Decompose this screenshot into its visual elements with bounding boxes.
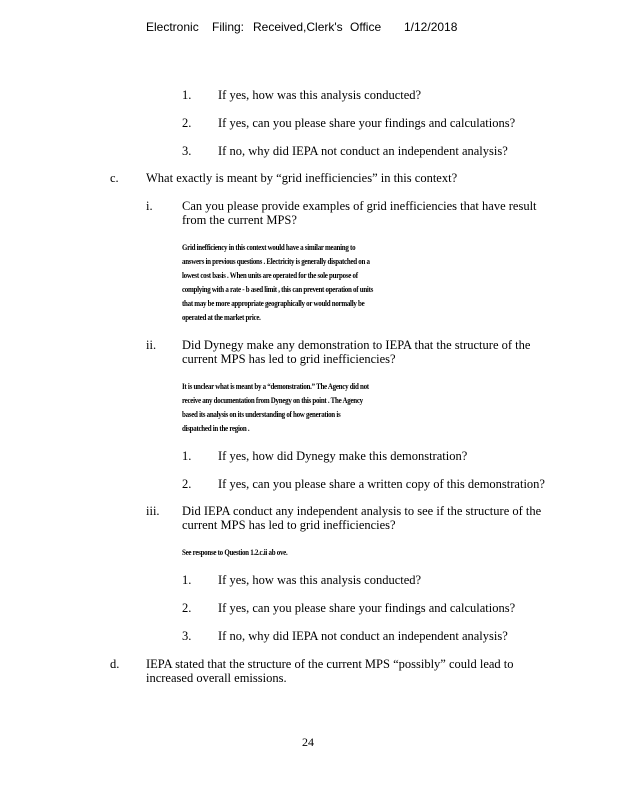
answer-cii-line: based its analysis on its understanding of how generation is	[182, 409, 341, 419]
item-ciii-sub2-text: If yes, can you please share your findings and calculations?	[218, 601, 516, 615]
item-b3-number: 3.	[182, 144, 192, 158]
answer-ci-line: Grid inefficiency in this context would have a similar meaning to	[182, 242, 356, 252]
item-ciii-sub2-number: 2.	[182, 601, 192, 615]
item-b1-text: If yes, how was this analysis conducted?	[218, 88, 422, 102]
header-office: Office	[350, 20, 382, 34]
item-ciii-number: iii.	[146, 504, 160, 518]
item-d-line2: increased overall emissions.	[146, 671, 287, 685]
item-cii-line1: Did Dynegy make any demonstration to IEPA that the structure of the	[182, 338, 531, 352]
item-b2-number: 2.	[182, 116, 192, 130]
answer-ci-line: lowest cost basis . When units are operated for the sole purpose of	[182, 270, 358, 280]
item-c-number: c.	[110, 171, 119, 185]
answer-ci-line: complying with a rate - b ased limit , this can prevent operation of units	[182, 284, 374, 294]
header-date: 1/12/2018	[404, 20, 458, 34]
header-electronic: Electronic	[146, 20, 199, 34]
item-d-line1: IEPA stated that the structure of the current MPS “possibly” could lead to	[146, 657, 514, 671]
item-ci-line2: from the current MPS?	[182, 213, 297, 227]
item-ciii-sub3-text: If no, why did IEPA not conduct an independent analysis?	[218, 629, 508, 643]
answer-cii-line: dispatched in the region .	[182, 423, 250, 433]
header-filing: Filing:	[212, 20, 245, 34]
item-ciii-sub1-number: 1.	[182, 573, 192, 587]
item-d-number: d.	[110, 657, 120, 671]
item-ciii-sub1-text: If yes, how was this analysis conducted?	[218, 573, 422, 587]
item-c-text: What exactly is meant by “grid inefficiencies” in this context?	[146, 171, 458, 185]
item-ci-line1: Can you please provide examples of grid inefficiencies that have result	[182, 199, 537, 213]
page-number: 24	[302, 735, 314, 749]
item-b2-text: If yes, can you please share your findings and calculations?	[218, 116, 516, 130]
item-ciii-line2: current MPS has led to grid inefficiencies?	[182, 518, 396, 532]
item-cii-sub2-text: If yes, can you please share a written copy of this demonstration?	[218, 477, 545, 491]
answer-ciii: See response to Question 1.2.c.ii ab ove.	[182, 547, 288, 557]
answer-ci-line: that may be more appropriate geographically or would normally be	[182, 298, 365, 308]
item-cii-sub2-number: 2.	[182, 477, 192, 491]
answer-ci-line: answers in previous questions . Electricity is generally dispatched on a	[182, 256, 370, 266]
item-ciii-line1: Did IEPA conduct any independent analysis to see if the structure of the	[182, 504, 542, 518]
answer-ci-line: operated at the market price.	[182, 312, 261, 322]
answer-cii-line: receive any documentation from Dynegy on this point . The Agency	[182, 395, 363, 405]
answer-cii-line: It is unclear what is meant by a “demonstration.” The Agency did not	[182, 381, 369, 391]
item-cii-line2: current MPS has led to grid inefficiencies?	[182, 352, 396, 366]
item-cii-sub1-text: If yes, how did Dynegy make this demonstration?	[218, 449, 468, 463]
item-ci-number: i.	[146, 199, 153, 213]
item-b3-text: If no, why did IEPA not conduct an independent analysis?	[218, 144, 508, 158]
header-received: Received,Clerk's	[253, 20, 343, 34]
item-b1-number: 1.	[182, 88, 192, 102]
item-ciii-sub3-number: 3.	[182, 629, 192, 643]
item-cii-sub1-number: 1.	[182, 449, 192, 463]
item-cii-number: ii.	[146, 338, 157, 352]
